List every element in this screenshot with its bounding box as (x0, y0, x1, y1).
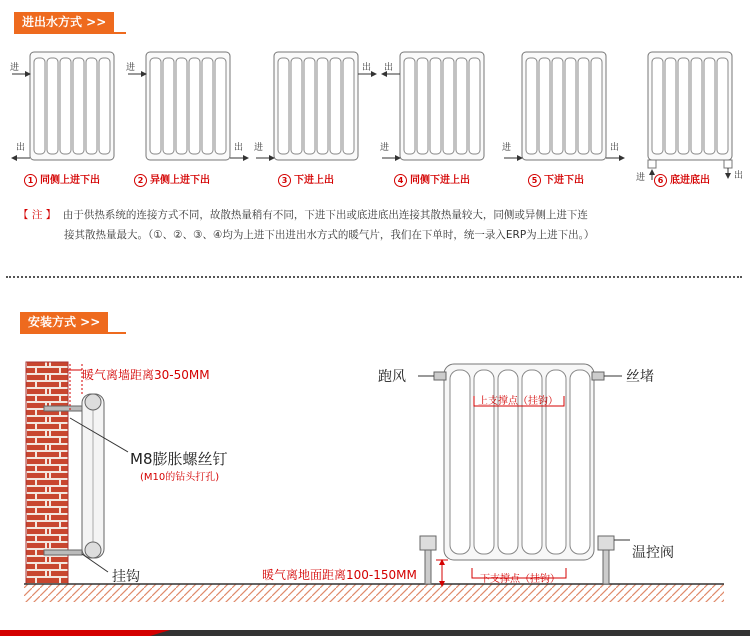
note-line-1 (18, 206, 588, 225)
section-tag-underline-2 (20, 332, 126, 334)
inlet-label-4: 进 (380, 143, 390, 153)
caption-number: 1 (24, 174, 37, 187)
caption-number: 4 (394, 174, 407, 187)
outlet-label-2: 出 (234, 143, 244, 153)
radiator-diagram-1 (12, 52, 114, 160)
note-text-2: 接其散热量最大。（①、②、③、④均为上进下出进出水方式的暖气片，我们在下单时，统一录入ERP为上进下出。） (64, 229, 595, 241)
inlet-label-2: 进 (126, 63, 136, 73)
floor-distance-label: 暖气离地面距离100-150MM (262, 568, 417, 582)
caption-4 (394, 171, 470, 187)
bolt-label: M8膨胀螺丝钉 (130, 450, 228, 468)
caption-2 (134, 171, 210, 187)
caption-1 (24, 171, 100, 187)
radiator-diagram-5 (504, 52, 624, 160)
plug-label: 丝堵 (626, 369, 654, 385)
connection-diagrams (0, 40, 750, 190)
section-tag-connection: 进出水方式 >> (14, 12, 114, 32)
caption-text: 同侧下进上出 (410, 175, 470, 186)
caption-5 (528, 171, 584, 187)
inlet-label-1: 进 (10, 63, 20, 73)
outlet-label-5: 出 (610, 143, 620, 153)
inlet-label-5: 进 (502, 143, 512, 153)
section-tag-installation: 安装方式 >> (20, 312, 108, 332)
outlet-label-3: 出 (362, 63, 372, 73)
lower-support-label: 下支撑点（挂钩） (480, 574, 560, 585)
caption-6 (654, 171, 710, 187)
vent-label: 跑风 (378, 369, 406, 385)
note-label: 【 注 】 (18, 209, 57, 221)
inlet-label-3: 进 (254, 143, 264, 153)
caption-text: 异侧上进下出 (150, 175, 210, 186)
floor (24, 584, 724, 602)
radiator-diagram-3 (256, 52, 376, 160)
section-tag-underline (14, 32, 126, 34)
valve-label: 温控阀 (632, 545, 674, 561)
bottom-stripe (0, 626, 750, 640)
bolt-note-label: (M10的钻头打孔) (140, 472, 220, 483)
section-divider (6, 276, 742, 278)
caption-text: 同侧上进下出 (40, 175, 100, 186)
outlet-label-6: 出 (734, 171, 744, 181)
note-line-2 (64, 226, 594, 245)
radiator-diagram-2 (128, 52, 248, 160)
caption-3 (278, 171, 334, 187)
caption-number: 2 (134, 174, 147, 187)
caption-number: 6 (654, 174, 667, 187)
caption-text: 下进下出 (544, 175, 584, 186)
outlet-label-1: 出 (16, 143, 26, 153)
radiator-diagram-4 (382, 52, 484, 160)
caption-text: 下进上出 (294, 175, 334, 186)
hook-label: 挂钩 (112, 569, 140, 585)
upper-support-label: 上支撑点（挂钩） (478, 396, 558, 407)
caption-text: 底进底出 (670, 175, 710, 186)
wall-distance-label: 暖气离墙距离30-50MM (82, 368, 210, 382)
note-text-1: 由于供热系统的连接方式不同，故散热量稍有不同，下进下出或底进底出连接其散热量较大，同侧或异侧上进下连 (62, 209, 588, 221)
radiator-diagram-6 (648, 52, 732, 180)
caption-number: 3 (278, 174, 291, 187)
caption-number: 5 (528, 174, 541, 187)
outlet-label-4: 出 (384, 63, 394, 73)
inlet-label-6: 进 (636, 173, 646, 183)
